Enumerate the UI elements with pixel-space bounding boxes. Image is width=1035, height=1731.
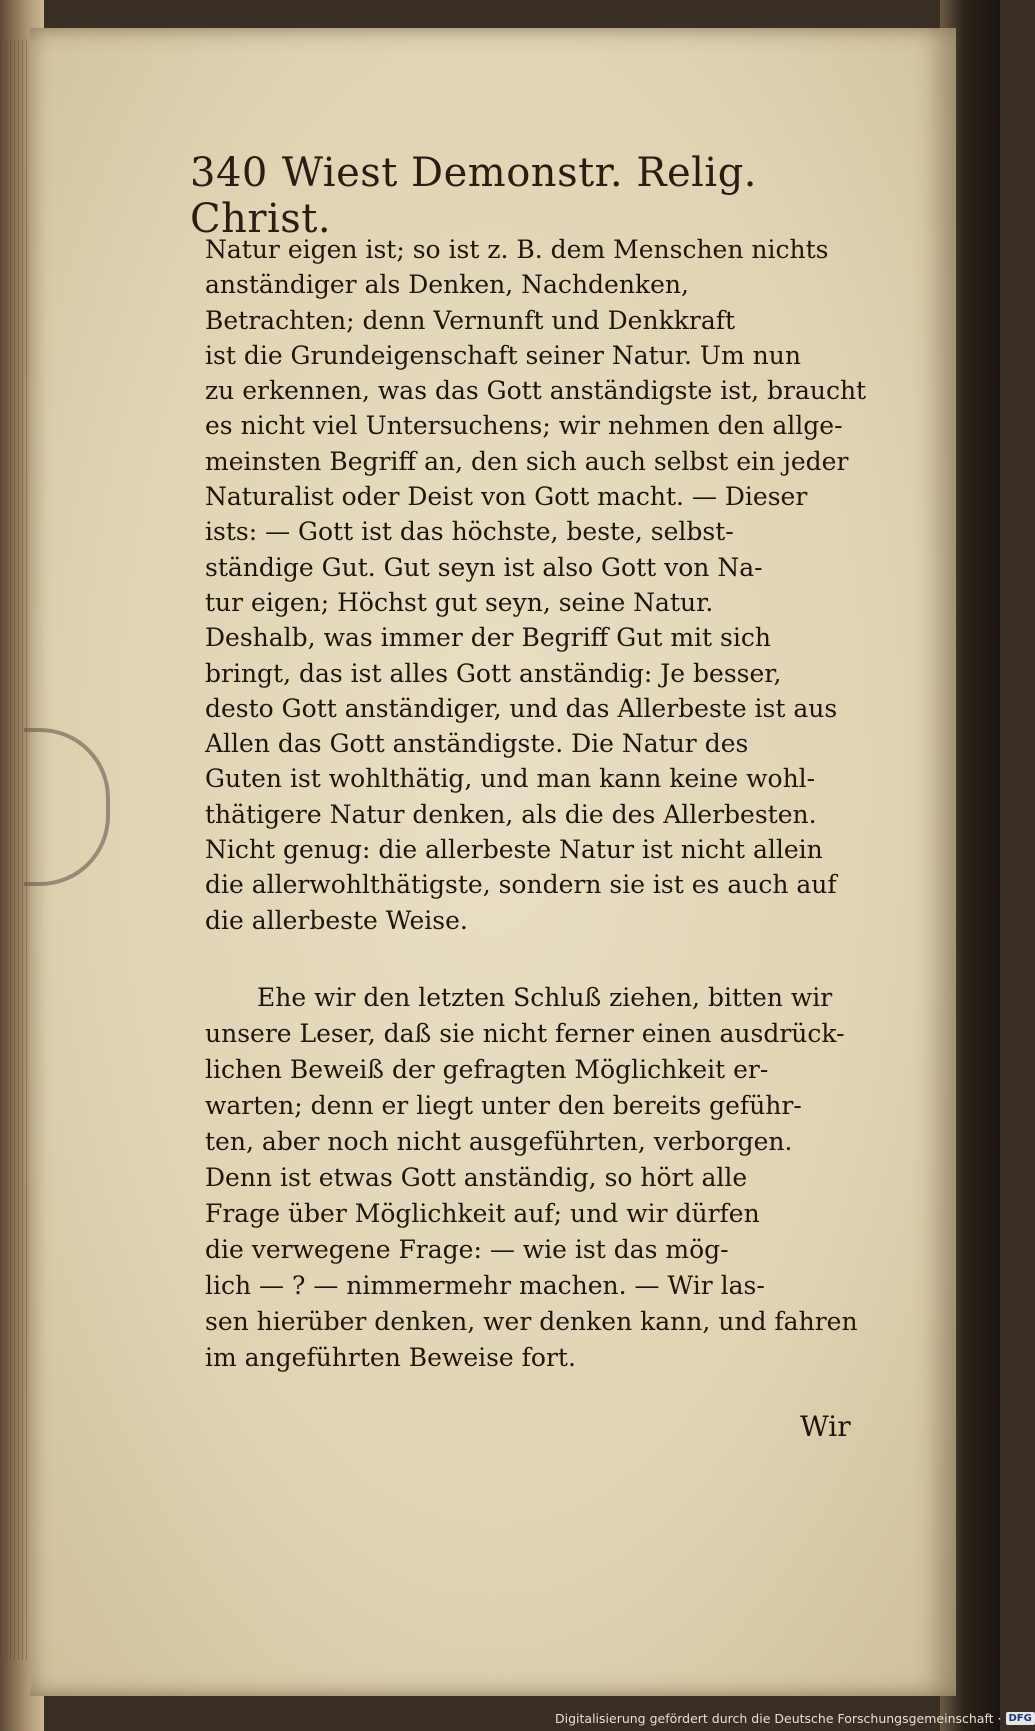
text-line: Frage über Möglichkeit auf; und wir dürfen <box>205 1199 760 1228</box>
paragraph-2 <box>205 980 865 1376</box>
text-line: lichen Beweiß der gefragten Möglichkeit er- <box>205 1055 769 1084</box>
text-line: im angeführten Beweise fort. <box>205 1343 576 1372</box>
text-line: die allerbeste Weise. <box>205 905 468 935</box>
text-line: Guten ist wohlthätig, und man kann keine wohl- <box>205 764 816 794</box>
text-line: Deshalb, was immer der Begriff Gut mit sich <box>205 623 771 653</box>
text-line: tur eigen; Höchst gut seyn, seine Natur. <box>205 587 714 617</box>
running-header <box>190 150 850 242</box>
text-line: es nicht viel Untersuchens; wir nehmen den allge- <box>205 411 843 441</box>
text-line: warten; denn er liegt unter den bereits geführ- <box>205 1091 802 1120</box>
page-number: 340 <box>190 150 268 196</box>
text-line: Ehe wir den letzten Schluß ziehen, bitten wir <box>257 983 833 1012</box>
running-title: Wiest Demonstr. Relig. Christ. <box>190 150 758 242</box>
text-line: lich — ? — nimmermehr machen. — Wir las- <box>205 1271 765 1300</box>
text-line: meinsten Begriff an, den sich auch selbst ein jeder <box>205 446 849 476</box>
catchword: Wir <box>800 1410 851 1443</box>
text-line: Nicht genug: die allerbeste Natur ist nicht allein <box>205 835 823 865</box>
paragraph-1 <box>205 232 865 938</box>
text-line: thätigere Natur denken, als die des Allerbesten. <box>205 799 817 829</box>
text-line: ist die Grundeigenschaft seiner Natur. Um nun <box>205 340 801 370</box>
digitization-credit <box>555 1708 1032 1728</box>
text-line: ists: — Gott ist das höchste, beste, selbst- <box>205 517 734 547</box>
text-line: die verwegene Frage: — wie ist das mög- <box>205 1235 729 1264</box>
text-line: Denn ist etwas Gott anständig, so hört alle <box>205 1163 748 1192</box>
page-clip <box>24 728 110 886</box>
text-line: anständiger als Denken, Nachdenken, <box>205 270 689 300</box>
text-line: Betrachten; denn Vernunft und Denkkraft <box>205 305 736 335</box>
text-line: unsere Leser, daß sie nicht ferner einen ausdrück- <box>205 1019 845 1048</box>
text-line: ten, aber noch nicht ausgeführten, verborgen. <box>205 1127 793 1156</box>
text-line: Allen das Gott anständigste. Die Natur des <box>205 729 749 759</box>
text-line: Naturalist oder Deist von Gott macht. — Dieser <box>205 482 808 512</box>
text-line: bringt, das ist alles Gott anständig: Je besser, <box>205 658 782 688</box>
credit-text: Digitalisierung gefördert durch die Deutsche Forschungsgemeinschaft · <box>555 1710 1002 1726</box>
text-line: Natur eigen ist; so ist z. B. dem Menschen nichts <box>205 235 829 264</box>
text-line: die allerwohlthätigste, sondern sie ist es auch auf <box>205 870 837 900</box>
text-line: sen hierüber denken, wer denken kann, und fahren <box>205 1307 858 1336</box>
text-line: zu erkennen, was das Gott anständigste ist, braucht <box>205 376 867 406</box>
text-line: desto Gott anständiger, und das Allerbeste ist aus <box>205 693 838 723</box>
dfg-logo: DFG <box>1006 1712 1035 1725</box>
text-line: ständige Gut. Gut seyn ist also Gott von Na- <box>205 552 763 582</box>
